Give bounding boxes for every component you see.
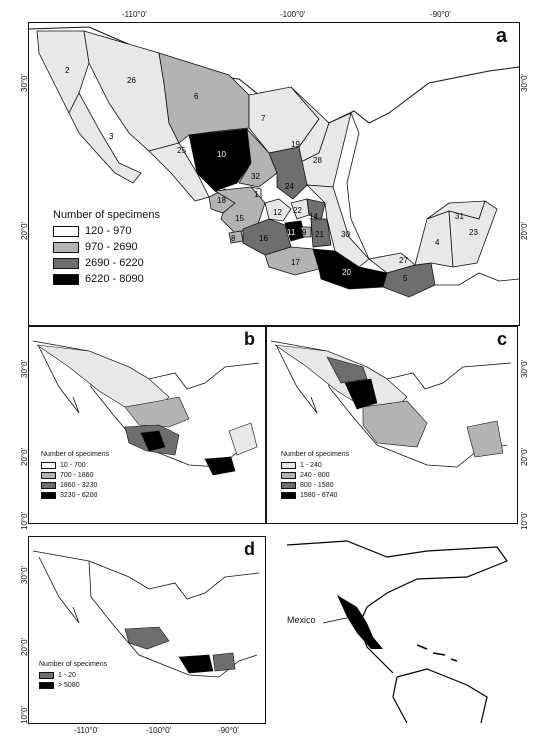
panel-d-svg <box>29 537 265 723</box>
legend-label: 1 - 240 <box>300 461 322 469</box>
gulf-coast <box>347 113 369 259</box>
label-26: 26 <box>127 76 136 85</box>
legend-label: 6220 - 8090 <box>85 273 144 285</box>
label-28: 28 <box>313 156 322 165</box>
lon-tick-top-110: -110°0' <box>122 10 147 19</box>
label-2: 2 <box>65 66 70 75</box>
legend-row <box>281 480 349 490</box>
label-25: 25 <box>177 146 186 155</box>
lat-tick-a-30-left: 30°0' <box>20 73 29 92</box>
south-america-outline <box>393 669 487 723</box>
legend-swatch <box>53 274 79 285</box>
label-27: 27 <box>399 256 408 265</box>
legend-swatch <box>41 482 56 489</box>
label-30: 30 <box>341 230 350 239</box>
label-20: 20 <box>342 268 351 277</box>
label-31: 31 <box>455 212 464 221</box>
label-8: 8 <box>231 234 236 243</box>
panel-c-letter: c <box>496 329 507 349</box>
panel-a-map <box>28 22 520 326</box>
legend-title: Number of specimens <box>281 451 350 458</box>
label-10: 10 <box>217 150 226 159</box>
lat-tick-d-10: 10°0' <box>20 705 29 724</box>
legend-label: 800 - 1580 <box>300 481 334 489</box>
legend-row <box>41 470 109 480</box>
legend-row <box>53 271 160 287</box>
label-7: 7 <box>261 114 266 123</box>
legend-title: Number of specimens <box>41 451 110 458</box>
legend-row <box>41 460 109 470</box>
world-svg <box>267 537 517 723</box>
lon-tick-bottom-90: -90°0' <box>218 726 239 735</box>
region-c-yucatan <box>467 421 503 457</box>
legend-swatch <box>41 472 56 479</box>
lon-tick-top-100: -100°0' <box>280 10 306 19</box>
panel-a-legend <box>53 209 160 287</box>
panel-c-map <box>266 326 518 524</box>
legend-swatch <box>39 682 54 689</box>
lat-tick-d-30: 30°0' <box>20 565 29 584</box>
legend-label: 10 - 700 <box>60 461 86 469</box>
panel-c-legend <box>281 451 349 500</box>
legend-row <box>281 460 349 470</box>
panel-d-map <box>28 536 266 724</box>
legend-row <box>281 490 349 500</box>
panel-d-letter: d <box>244 539 255 559</box>
legend-label: 1860 - 3230 <box>60 481 98 489</box>
mexico-callout-label: Mexico <box>287 615 316 625</box>
state-6 <box>159 53 249 143</box>
region-c-durango <box>345 379 377 409</box>
lat-tick-b-30: 30°0' <box>20 359 29 378</box>
legend-title: Number of specimens <box>39 661 108 668</box>
legend-swatch <box>53 226 79 237</box>
label-4: 4 <box>435 238 440 247</box>
label-21: 21 <box>315 230 324 239</box>
label-22: 22 <box>293 206 302 215</box>
legend-swatch <box>281 462 296 469</box>
label-16: 16 <box>259 234 268 243</box>
lat-tick-c-20: 20°0' <box>520 447 529 466</box>
lon-tick-bottom-110: -110°0' <box>74 726 99 735</box>
legend-row <box>41 480 109 490</box>
legend-row <box>39 670 107 680</box>
legend-label: 240 - 800 <box>300 471 330 479</box>
label-24: 24 <box>285 182 294 191</box>
lon-tick-top-90: -90°0' <box>430 10 451 19</box>
legend-label: 2690 - 6220 <box>85 257 144 269</box>
panel-world-map <box>266 536 518 724</box>
legend-title: Number of specimens <box>53 209 160 221</box>
mexico-callout-arrow <box>323 617 351 623</box>
legend-label: 3230 - 6200 <box>60 491 98 499</box>
label-18: 18 <box>217 196 226 205</box>
mexico-highlight <box>337 595 383 649</box>
label-5: 5 <box>403 274 408 283</box>
label-6: 6 <box>194 92 199 101</box>
label-1: 1 <box>254 190 259 199</box>
legend-label: 1 - 20 <box>58 671 76 679</box>
label-9: 9 <box>302 228 307 237</box>
label-23: 23 <box>469 228 478 237</box>
legend-row <box>53 223 160 239</box>
legend-swatch <box>41 492 56 499</box>
panel-a-letter: a <box>495 25 507 47</box>
region-b-yucatan <box>229 423 257 455</box>
lat-tick-c-10: 10°0' <box>520 511 529 530</box>
legend-swatch <box>53 242 79 253</box>
central-america-outline <box>435 273 519 285</box>
legend-label: 1580 - 6740 <box>300 491 338 499</box>
panel-b-letter: b <box>244 329 255 349</box>
label-17: 17 <box>291 258 300 267</box>
label-15: 15 <box>235 214 244 223</box>
legend-label: 700 - 1860 <box>60 471 94 479</box>
legend-label: > 5080 <box>58 681 80 689</box>
label-11: 11 <box>287 228 296 237</box>
legend-label: 970 - 2690 <box>85 241 138 253</box>
region-d-black <box>179 655 213 673</box>
lat-tick-d-20: 20°0' <box>20 637 29 656</box>
lat-tick-b-20: 20°0' <box>20 447 29 466</box>
legend-row <box>39 680 107 690</box>
legend-row <box>53 239 160 255</box>
panel-b-map <box>28 326 266 524</box>
legend-row <box>53 255 160 271</box>
legend-label: 120 - 970 <box>85 225 132 237</box>
region-d-gray <box>125 627 169 649</box>
label-14: 14 <box>309 212 318 221</box>
legend-swatch <box>281 482 296 489</box>
label-19: 19 <box>291 140 300 149</box>
north-america-outline <box>287 541 507 673</box>
panel-d-legend <box>39 661 107 690</box>
legend-swatch <box>39 672 54 679</box>
lat-tick-c-30: 30°0' <box>520 359 529 378</box>
state-4 <box>415 211 453 267</box>
label-32: 32 <box>251 172 260 181</box>
lon-tick-bottom-100: -100°0' <box>146 726 172 735</box>
panel-b-legend <box>41 451 109 500</box>
lat-tick-a-20-left: 20°0' <box>20 221 29 240</box>
region-d-gray-2 <box>213 653 235 671</box>
legend-row <box>281 470 349 480</box>
legend-swatch <box>53 258 79 269</box>
lat-tick-a-30-right: 30°0' <box>520 73 529 92</box>
label-12a: 12 <box>273 208 282 217</box>
legend-swatch <box>41 462 56 469</box>
legend-row <box>41 490 109 500</box>
region-b-black-2 <box>205 457 235 475</box>
legend-swatch <box>281 492 296 499</box>
caribbean-islands <box>417 645 457 661</box>
lat-tick-a-20-right: 20°0' <box>520 221 529 240</box>
label-3: 3 <box>109 132 114 141</box>
legend-swatch <box>281 472 296 479</box>
lat-tick-b-10: 10°0' <box>20 511 29 530</box>
